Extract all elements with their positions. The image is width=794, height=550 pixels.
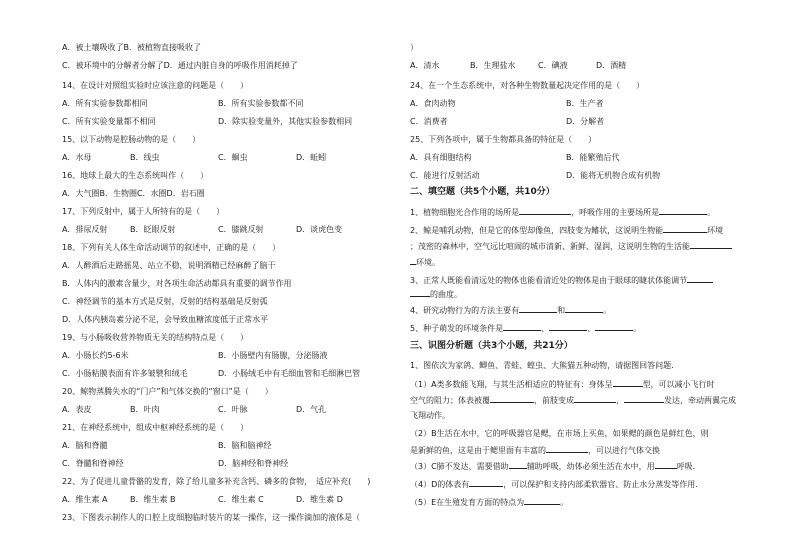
right-line: C．能进行反射活动 <box>410 171 480 180</box>
left-line: D．小肠绒毛中有毛细血管和毛细淋巴管 <box>218 369 361 378</box>
section-2-title: 二、填空题（共5个小题，共10分） <box>410 187 555 197</box>
right-line: B．能繁殖后代 <box>566 153 620 162</box>
right-line: D．分解者 <box>566 117 605 126</box>
right-line: 24、在一个生态系统中，对各种生物数量起决定作用的是（ ） <box>410 81 645 90</box>
left-line: A．维生素 A <box>62 495 108 504</box>
left-line: 20、鲸物蒸腾失水的“门户”和气体交换的“窗口”是（ ） <box>62 387 273 396</box>
picture-question-2: （2）B生活在水中，它的呼吸器官是鳃，在市场上买鱼，如果鳃的颜色是鲜红色，则 <box>410 429 709 438</box>
right-line: D．酒精 <box>596 61 627 70</box>
left-line: D．除实验变量外，其他实验参数相同 <box>218 117 353 126</box>
left-line: A．人醉酒后走路摇晃、站立不稳，说明酒精已经麻醉了脑干 <box>62 261 276 270</box>
left-line: B．维生素 B <box>130 495 176 504</box>
picture-question-3: （3）C肺不发达，需要借助 辅助呼吸，幼体必须生活在水中，用 呼吸. <box>410 462 696 471</box>
left-line: B．叶肉 <box>130 405 160 414</box>
left-line: 17、下列反射中，属于人所特有的是（ ） <box>62 207 225 216</box>
right-line: A．具有细胞结构 <box>410 153 472 162</box>
left-line: B．线虫 <box>130 153 160 162</box>
left-line: C．小肠粘膜表面有许多皱襞和绒毛 <box>62 369 188 378</box>
left-line: D．维生素 D <box>296 495 343 504</box>
left-line: D．蚯蚓 <box>296 153 327 162</box>
left-line: A．被土壤吸收了B．被植物直接吸收了 <box>62 43 201 52</box>
left-line: A．脑和脊髓 <box>62 441 108 450</box>
picture-question-1: （1）A类多数能飞翔，与其生活相适应的特征有：身体呈 型，可以减小飞行时 <box>410 380 715 389</box>
left-line: B．脑和脑神经 <box>218 441 272 450</box>
left-line: C．被环境中的分解者分解了D．通过内脏自身的呼吸作用消耗掉了 <box>62 61 298 70</box>
fill-question-4: 4、研究动物行为的方法主要有 和 。 <box>410 306 612 315</box>
left-line: B．所有实验参数都不同 <box>218 99 304 108</box>
left-line: D．脑神经和脊神经 <box>218 459 289 468</box>
left-line: A．排尿反射 <box>62 225 108 234</box>
picture-question-2-cont: 是新鲜的鱼，这是由于鳃里面有丰富的 ，可以进行气体交换 <box>410 446 660 455</box>
left-line: B．眨眼反射 <box>130 225 176 234</box>
left-line: C．脊髓和脊神经 <box>62 459 124 468</box>
left-line: A．表皮 <box>62 405 92 414</box>
right-line: ） <box>410 43 418 52</box>
left-line: C．维生素 C <box>218 495 264 504</box>
left-line: C．神经调节的基本方式是反射，反射的结构基础是反射弧 <box>62 297 268 306</box>
section-3-title: 三、识图分析题（共3个小题，共21分） <box>410 341 573 351</box>
fill-question-1: 1、植物细胞光合作用的场所是 ，呼吸作用的主要场所是 。 <box>410 208 716 217</box>
left-line: A．小肠长约5-6米 <box>62 351 129 360</box>
left-line: C．叶脉 <box>218 405 248 414</box>
fill-question-2-end: 环境。 <box>410 256 440 268</box>
left-line: A．所有实验参数都相同 <box>62 99 148 108</box>
left-line: 15、以下动物是腔肠动物的是（ ） <box>62 135 201 144</box>
left-line: 14、在设计对照组实验时应该注意的问题是（ ） <box>62 81 249 90</box>
left-line: 21、在神经系统中，组成中枢神经系统的是（ ） <box>62 423 249 432</box>
left-line: C．所有实验变量都不相同 <box>62 117 156 126</box>
left-line: C．蛔虫 <box>218 153 248 162</box>
right-line: C．消费者 <box>410 117 448 126</box>
right-line: D．能将无机物合成有机物 <box>566 171 661 180</box>
picture-question-intro: 1、图依次为家鸽、鲫鱼、青蛙、蝗虫、大熊猫五种动物，请据图回答问题. <box>410 361 674 370</box>
left-line: C．膝跳反射 <box>218 225 264 234</box>
fill-question-2-cont: ；茂密的森林中，空气远比喧闹的城市清新、新鲜、湿润，这说明生物的生活能 <box>410 240 732 252</box>
left-line: 22、为了促进儿童骨骼的发育，除了给儿童多补充含钙、磷多的食物， 适应补充( ) <box>62 477 371 486</box>
right-line: B．生理盐水 <box>470 61 516 70</box>
picture-question-1-end: 飞翔动作。 <box>410 411 450 420</box>
left-line: 19、与小肠吸收营养物质无关的结构特点是（ ） <box>62 333 249 342</box>
left-line: D．谈虎色变 <box>296 225 343 234</box>
left-line: B．小肠壁内有肠腺，分泌肠液 <box>218 351 328 360</box>
left-line: B．人体内的激素含量少，对各项生命活动都具有重要的调节作用 <box>62 279 292 288</box>
left-line: 23、下图表示制作人的口腔上皮细胞临时装片的某一操作，这一操作滴加的液体是（ <box>62 513 361 522</box>
right-line: A．清水 <box>410 61 440 70</box>
fill-question-5: 5、种子萌发的环境条件是 、 、 。 <box>410 324 642 333</box>
left-line: 18、下列有关人体生命活动调节的叙述中，正确的是（ ） <box>62 243 281 252</box>
right-line: C．碘液 <box>538 61 568 70</box>
right-line: A．食肉动物 <box>410 99 456 108</box>
fill-question-3-end: 的曲度。 <box>410 288 462 300</box>
left-line: A．水母 <box>62 153 92 162</box>
fill-question-3: 3、正常人既能看清远处的物体也能看清近处的物体是由于眼球的睫状体能调节 <box>410 274 713 286</box>
picture-question-4: （4）D的体表有 ，可以保护和支持内部柔软器官、防止水分蒸发等作用. <box>410 480 698 489</box>
picture-question-5: （5）E在生殖发育方面的特点为 。 <box>410 498 569 507</box>
left-line: 16、地球上最大的生态系统叫作（ ） <box>62 171 209 180</box>
fill-question-2: 2、鲸是哺乳动物，但是它的体型却像鱼，四肢变为鳍状，这说明生物能 环境 <box>410 226 724 235</box>
picture-question-1-cont: 空气的阻力；体表被覆 ，前肢变成 ， 发达，牵动两翼完成 <box>410 396 736 405</box>
left-line: D．气孔 <box>296 405 327 414</box>
right-line: 25、下列各项中，属于生物都具备的特征是（ ） <box>410 135 597 144</box>
left-line: A．大气圈B．生物圈C．水圈D．岩石圈 <box>62 189 205 198</box>
right-line: B．生产者 <box>566 99 604 108</box>
left-line: D．人体内胰岛素分泌不足，会导致血糖浓度低于正常水平 <box>62 315 269 324</box>
